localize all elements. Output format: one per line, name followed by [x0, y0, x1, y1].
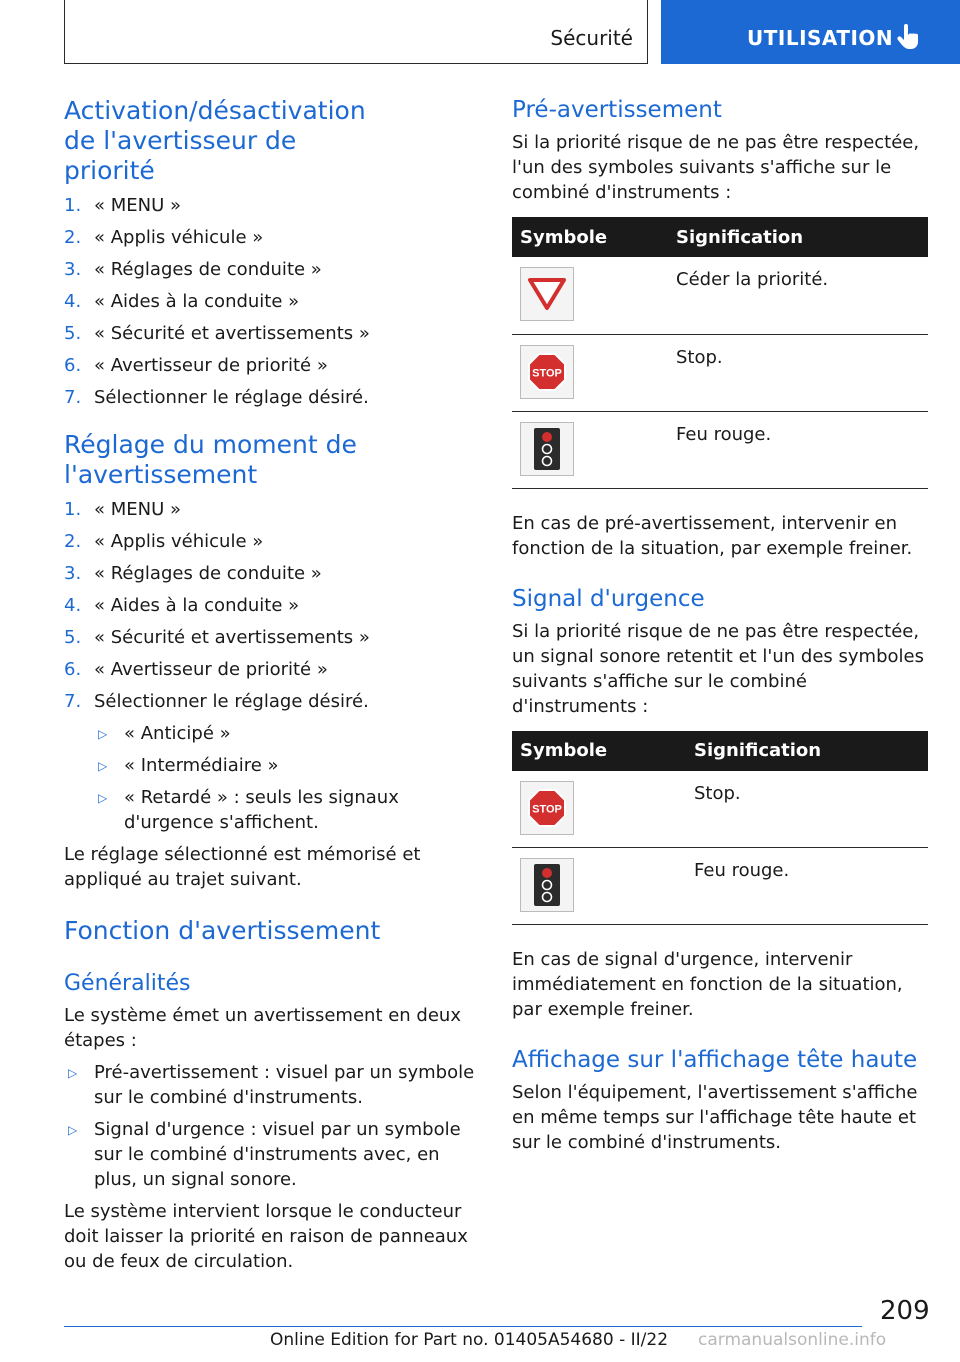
red-light-icon — [520, 422, 574, 476]
list-item: 7. Sélectionner le réglage désiré. — [64, 691, 369, 712]
footer-divider — [64, 1326, 862, 1327]
svg-text:STOP: STOP — [532, 803, 562, 815]
header-section-box — [64, 0, 648, 64]
timing-note: Le réglage sélectionné est mémorisé et appliqué au trajet suivant. — [64, 844, 421, 890]
list-item: ▷ « Retardé » : seuls les signaux d'urgence s'affichent. — [98, 787, 399, 833]
timing-options — [64, 721, 476, 835]
header-section-title: Sécurité — [550, 26, 633, 50]
table-header-row — [512, 731, 928, 771]
list-item: 3. « Réglages de conduite » — [64, 259, 322, 280]
list-item: 1. « MENU » — [64, 195, 182, 216]
heading-urgent-signal: Signal d'urgence — [512, 585, 705, 612]
table-row: Feu rouge. — [512, 411, 928, 488]
stop-sign-icon — [520, 781, 574, 835]
list-item: 4. « Aides à la conduite » — [64, 291, 300, 312]
col-meaning: Signification — [668, 217, 928, 257]
list-item: 1. « MENU » — [64, 499, 182, 520]
hand-pointer-icon — [897, 24, 919, 54]
right-column — [512, 96, 928, 1155]
pre-warning-table — [512, 217, 928, 489]
general-intro: Le système émet un avertissement en deux étapes : — [64, 1005, 461, 1051]
pre-warning-intro: Si la priorité risque de ne pas être respectée, l'un des symboles suivants s'affiche sur le combiné d'instruments : — [512, 132, 920, 203]
triangle-bullet-icon: ▷ — [68, 1123, 78, 1137]
heading-timing: Réglage du moment de l'avertissement — [64, 430, 357, 489]
list-item: ▷ Pré-avertissement : visuel par un symbole sur le combiné d'instruments. — [68, 1062, 475, 1108]
stop-sign-icon — [520, 345, 574, 399]
table-row: STOP Stop. — [512, 771, 928, 848]
list-item: 6. « Avertisseur de priorité » — [64, 355, 328, 376]
pre-warning-after: En cas de pré-avertissement, intervenir en fonction de la situation, par exemple freiner. — [512, 512, 913, 559]
urgent-table — [512, 731, 928, 926]
list-item: 4. « Aides à la conduite » — [64, 595, 300, 616]
heading-general: Généralités — [64, 971, 191, 996]
list-item: 7. Sélectionner le réglage désiré. — [64, 387, 369, 408]
header-chapter-label: UTILISATION — [747, 26, 894, 50]
triangle-bullet-icon: ▷ — [98, 759, 108, 773]
red-light-icon — [520, 858, 574, 912]
header-chapter-tab[interactable] — [661, 0, 960, 64]
triangle-bullet-icon: ▷ — [98, 727, 108, 741]
svg-text:STOP: STOP — [532, 367, 562, 379]
page-number: 209 — [880, 1296, 930, 1326]
table-header-row — [512, 217, 928, 257]
list-item: 5. « Sécurité et avertissements » — [64, 627, 370, 648]
yield-sign-icon — [520, 267, 574, 321]
heading-pre-warning: Pré-avertissement — [512, 97, 722, 123]
table-row: Feu rouge. — [512, 848, 928, 925]
list-item: 6. « Avertisseur de priorité » — [64, 659, 328, 680]
list-item: ▷ « Anticipé » — [94, 721, 476, 746]
edition-text: Online Edition for Part no. 01405A54680 - II/22 — [270, 1330, 669, 1350]
warning-stages — [64, 1060, 476, 1192]
list-item: ▷ « Intermédiaire » — [94, 753, 476, 778]
urgent-after: En cas de signal d'urgence, intervenir immédiatement en fonction de la situation, par exemple freiner. — [512, 949, 903, 1020]
list-item: 3. « Réglages de conduite » — [64, 563, 322, 584]
col-meaning: Signification — [686, 731, 928, 771]
triangle-bullet-icon: ▷ — [98, 791, 108, 805]
list-item: 2. « Applis véhicule » — [64, 227, 264, 248]
heading-activation: Activation/désactivation de l'avertisseur de priorité — [64, 96, 366, 185]
steps-timing — [64, 497, 476, 714]
hud-text: Selon l'équipement, l'avertissement s'affiche en même temps sur l'affichage tête haute et sur le combiné d'instruments. — [512, 1082, 918, 1153]
list-item: 5. « Sécurité et avertissements » — [64, 323, 370, 344]
list-item: 2. « Applis véhicule » — [64, 531, 264, 552]
table-row: Céder la priorité. — [512, 257, 928, 334]
steps-activation — [64, 193, 476, 410]
watermark: carmanualsonline.info — [698, 1330, 887, 1350]
col-symbol: Symbole — [512, 217, 668, 257]
urgent-intro: Si la priorité risque de ne pas être respectée, un signal sonore retentit et l'un des symboles suivants s'affiche sur le combiné d'instruments : — [512, 620, 924, 717]
col-symbol: Symbole — [512, 731, 686, 771]
triangle-bullet-icon: ▷ — [68, 1066, 78, 1080]
general-closing: Le système intervient lorsque le conducteur doit laisser la priorité en raison de panneaux ou de feux de circulation. — [64, 1201, 468, 1272]
heading-hud: Affichage sur l'affichage tête haute — [512, 1047, 918, 1073]
table-row: STOP Stop. — [512, 334, 928, 411]
heading-warning-function: Fonction d'avertissement — [64, 916, 381, 945]
list-item: ▷ Signal d'urgence : visuel par un symbole sur le combiné d'instruments avec, en plus, un signal sonore. — [68, 1119, 461, 1190]
left-column — [64, 96, 476, 1274]
